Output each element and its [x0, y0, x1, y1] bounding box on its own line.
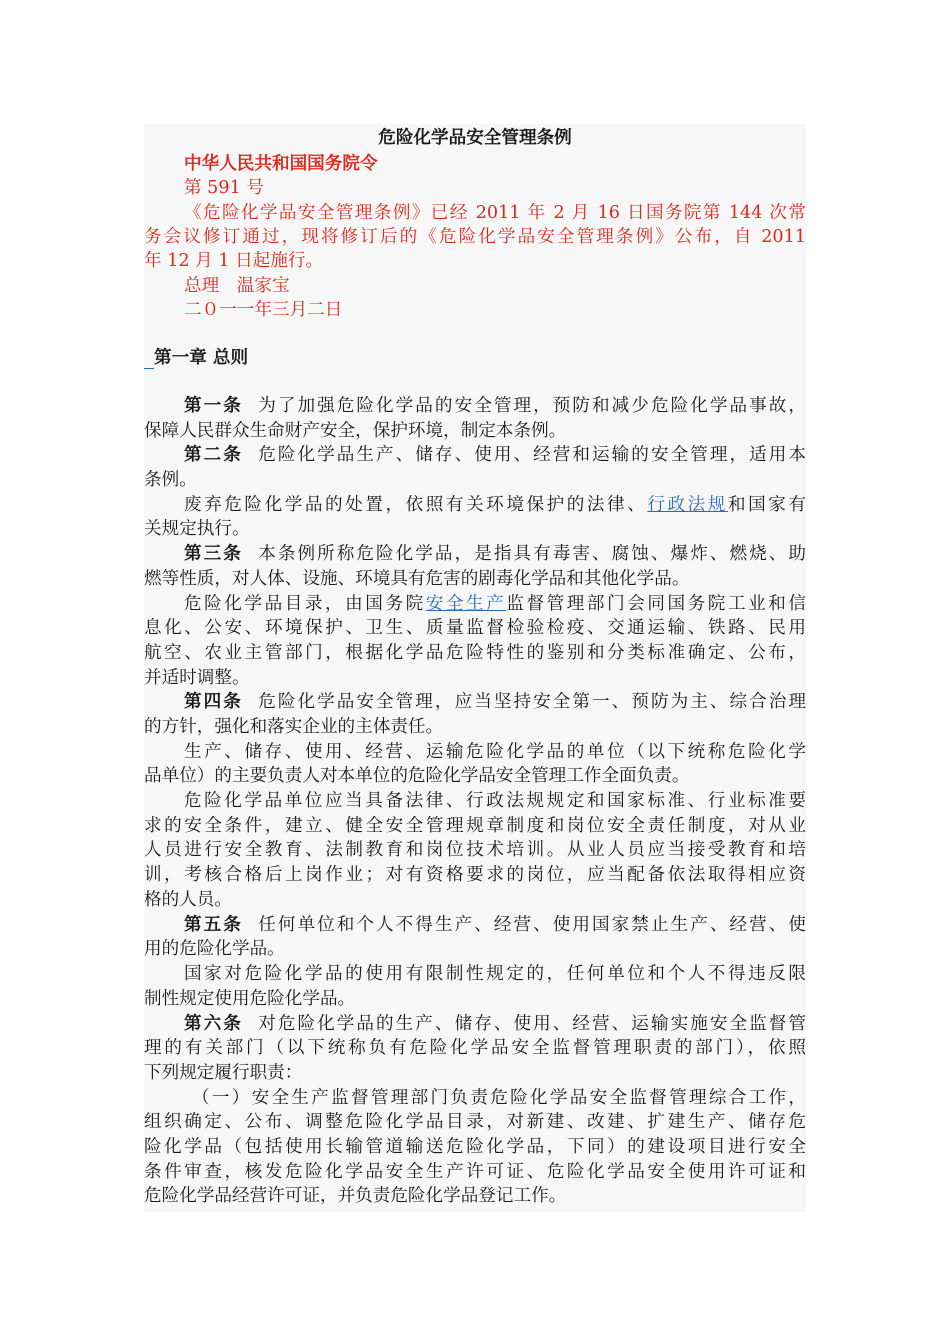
article-3-para-2-line-4: 并适时调整。: [144, 668, 250, 688]
article-4-para-2-line-2: 品单位）的主要负责人对本单位的危险化学品安全管理工作全面负责。: [144, 766, 690, 786]
article-2-text: 危险化学品生产、储存、使用、经营和运输的安全管理，适用本: [258, 445, 806, 465]
decree-number: 第 591 号: [184, 178, 264, 198]
article-1-label: 第一条: [184, 396, 243, 416]
article-1-line-1: [184, 394, 806, 418]
article-6-line-1: [184, 1012, 806, 1036]
article-4-line-1: [184, 690, 806, 714]
article-5-line-1: [184, 913, 806, 937]
decree-signer: 总理 温家宝: [184, 276, 290, 296]
article-5-para-2-line-1: 国家对危险化学品的使用有限制性规定的，任何单位和个人不得违反限: [184, 964, 806, 984]
article-2-line-1: [184, 443, 806, 467]
article-1-text: 为了加强危险化学品的安全管理，预防和减少危险化学品事故，: [258, 396, 806, 416]
article-5-line-2: 用的危险化学品。: [144, 939, 285, 959]
article-4-para-3-line-5: 格的人员。: [144, 890, 232, 910]
article-6-item-1-line-3: 险化学品（包括使用长输管道输送危险化学品，下同）的建设项目进行安全: [144, 1137, 806, 1157]
article-2-label: 第二条: [184, 445, 243, 465]
decree-date: 二０一一年三月二日: [184, 300, 343, 320]
article-3-label: 第三条: [184, 544, 243, 564]
link-administrative-regulations[interactable]: 行政法规: [647, 495, 728, 515]
article-5-para-2-line-2: 制性规定使用危险化学品。: [144, 989, 356, 1009]
article-4-text: 危险化学品安全管理，应当坚持安全第一、预防为主、综合治理: [258, 692, 806, 712]
article-2-para-2-text-pre: 废弃危险化学品的处置，依照有关环境保护的法律、: [184, 495, 648, 515]
article-3-line-1: [184, 542, 806, 566]
document-page: [144, 124, 806, 1212]
article-6-item-1-line-1: （一）安全生产监督管理部门负责危险化学品安全监督管理综合工作，: [192, 1088, 806, 1108]
article-6-item-1-line-5: 危险化学品经营许可证，并负责危险化学品登记工作。: [144, 1186, 567, 1206]
link-work-safety[interactable]: 安全生产: [425, 594, 507, 614]
article-4-line-2: 的方针，强化和落实企业的主体责任。: [144, 717, 444, 737]
article-4-para-3-line-3: 人员进行安全教育、法制教育和岗位技术培训。从业人员应当接受教育和培: [144, 840, 806, 860]
document-title: 危险化学品安全管理条例: [378, 128, 572, 148]
article-3-para-2-line-2: 息化、公安、环境保护、卫生、质量监督检验检疫、交通运输、铁路、民用: [144, 618, 806, 638]
article-3-para-2-text-post: 监督管理部门会同国务院工业和信: [506, 594, 806, 614]
article-6-line-2: 理的有关部门（以下统称负有危险化学品安全监督管理职责的部门），依照: [144, 1038, 806, 1058]
article-4-label: 第四条: [184, 692, 243, 712]
article-2-para-2-line-1: [184, 493, 806, 517]
article-4-para-3-line-1: 危险化学品单位应当具备法律、行政法规规定和国家标准、行业标准要: [184, 791, 806, 811]
article-4-para-2-line-1: 生产、储存、使用、经营、运输危险化学品的单位（以下统称危险化学: [184, 742, 806, 762]
decree-body-line-3: 年 12 月 1 日起施行。: [144, 251, 324, 271]
article-5-text: 任何单位和个人不得生产、经营、使用国家禁止生产、经营、使: [258, 915, 806, 935]
article-6-text: 对危险化学品的生产、储存、使用、经营、运输实施安全监督管: [258, 1014, 806, 1034]
article-6-line-3: 下列规定履行职责：: [144, 1063, 303, 1083]
article-6-item-1-line-4: 条件审查，核发危险化学品安全生产许可证、危险化学品安全使用许可证和: [144, 1162, 806, 1182]
article-2-para-2-line-2: 关规定执行。: [144, 519, 250, 539]
article-3-line-2: 燃等性质，对人体、设施、环境具有危害的剧毒化学品和其他化学品。: [144, 569, 690, 589]
article-5-label: 第五条: [184, 915, 243, 935]
decree-body-line-1: 《危险化学品安全管理条例》已经 2011 年 2 月 16 日国务院第 144 次常: [184, 203, 806, 223]
article-6-item-1-line-2: 组织确定、公布、调整危险化学品目录，对新建、改建、扩建生产、储存危: [144, 1112, 806, 1132]
article-3-para-2-line-1: [184, 592, 806, 616]
decree-heading: 中华人民共和国国务院令: [184, 154, 378, 174]
article-2-para-2-text-post: 和国家有: [727, 495, 806, 515]
article-3-para-2-line-3: 航空、农业主管部门，根据化学品危险特性的鉴别和分类标准确定、公布，: [144, 643, 806, 663]
article-4-para-3-line-4: 训，考核合格后上岗作业；对有资格要求的岗位，应当配备依法取得相应资: [144, 865, 806, 885]
article-3-para-2-text-pre: 危险化学品目录，由国务院: [184, 594, 426, 614]
decree-body-line-2: 务会议修订通过，现将修订后的《危险化学品安全管理条例》公布，自 2011: [144, 227, 806, 247]
chapter-heading: 第一章 总则: [154, 348, 249, 368]
article-3-text: 本条例所称危险化学品，是指具有毒害、腐蚀、爆炸、燃烧、助: [258, 544, 806, 564]
article-2-line-2: 条例。: [144, 470, 197, 490]
article-6-label: 第六条: [184, 1014, 243, 1034]
article-1-line-2: 保障人民群众生命财产安全，保护环境，制定本条例。: [144, 421, 567, 441]
bookmark-anchor-marker: [144, 367, 154, 369]
article-4-para-3-line-2: 求的安全条件，建立、健全安全管理规章制度和岗位安全责任制度，对从业: [144, 816, 806, 836]
